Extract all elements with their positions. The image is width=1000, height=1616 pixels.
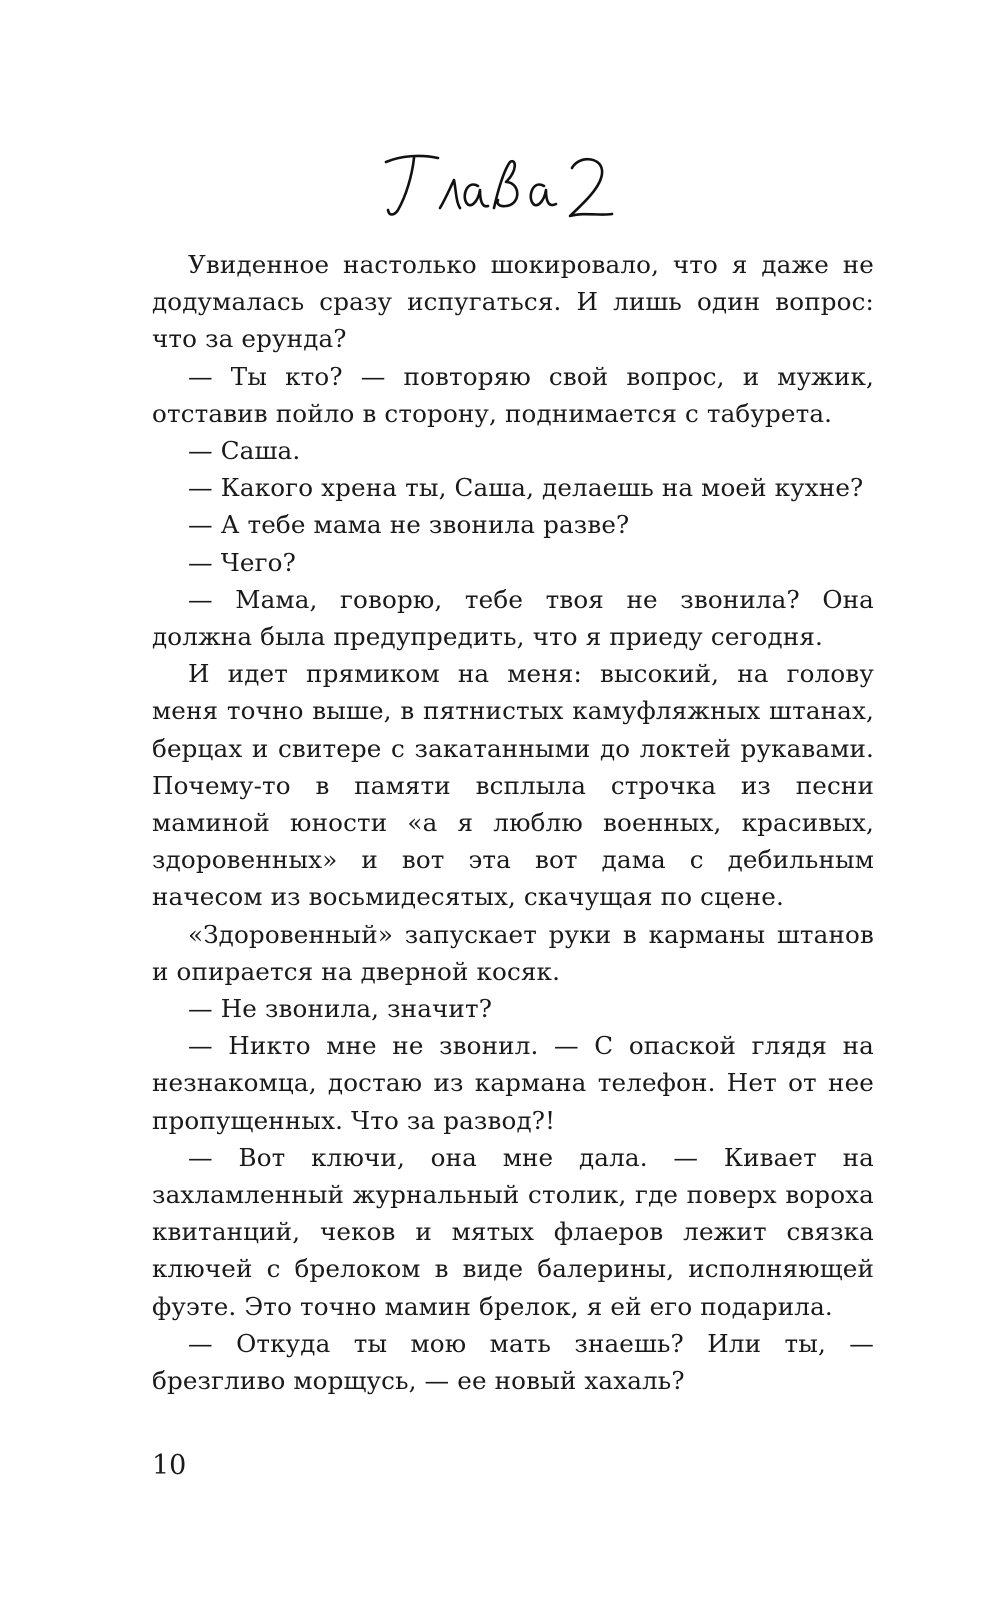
paragraph: — Откуда ты мою мать знаешь? Или ты, — брезгливо морщусь, — ее новый хахаль?	[152, 1328, 874, 1396]
chapter-title-handwritten	[380, 150, 620, 230]
paragraph: — Никто мне не звонил. — С опаской глядя на незнакомца, достаю из кармана телефон. Нет от нее пропущенных. Что за развод?!	[152, 1031, 874, 1135]
paragraph: «Здоровенный» запускает руки в карманы штанов и опирается на дверной косяк.	[152, 919, 874, 986]
paragraph: Увиденное настолько шокировало, что я даже не додумалась сразу испугаться. И лишь один вопрос: что за ерунда?	[152, 250, 874, 354]
paragraph: — Мама, говорю, тебе твоя не звонила? Она должна была предупредить, что я приеду сегодня.	[152, 584, 874, 652]
paragraph: — А тебе мама не звонила разве?	[188, 510, 630, 540]
paragraph: — Ты кто? — повторяю свой вопрос, и мужик, отставив пойло в сторону, поднимается с табурета.	[152, 361, 874, 428]
paragraph: — Чего?	[188, 547, 296, 577]
paragraph: И идет прямиком на меня: высокий, на голову меня точно выше, в пятнистых камуфляжных штанах, берцах и свитере с закатанными до локтей рукавами. Почему-то в памяти всплыла строчка из песни маминой юности «а я люблю военных, красивых, здоровенных» и вот эта вот дама с дебильным начесом из восьмидесятых, скачущая по сцене.	[152, 659, 874, 912]
page-number: 10	[152, 1450, 187, 1481]
paragraph: — Вот ключи, она мне дала. — Кивает на захламленный журнальный столик, где поверх вороха квитанций, чеков и мятых флаеров лежит связка ключей с брелоком в виде балерины, исполняющей фуэте. Это точно мамин брелок, я ей его подарила.	[152, 1142, 874, 1321]
paragraph: — Какого хрена ты, Саша, делаешь на моей кухне?	[188, 473, 864, 503]
paragraph: — Саша.	[188, 436, 301, 466]
paragraph: — Не звонила, значит?	[188, 994, 493, 1024]
chapter-heading	[0, 150, 1000, 240]
chapter-body	[152, 246, 874, 1399]
